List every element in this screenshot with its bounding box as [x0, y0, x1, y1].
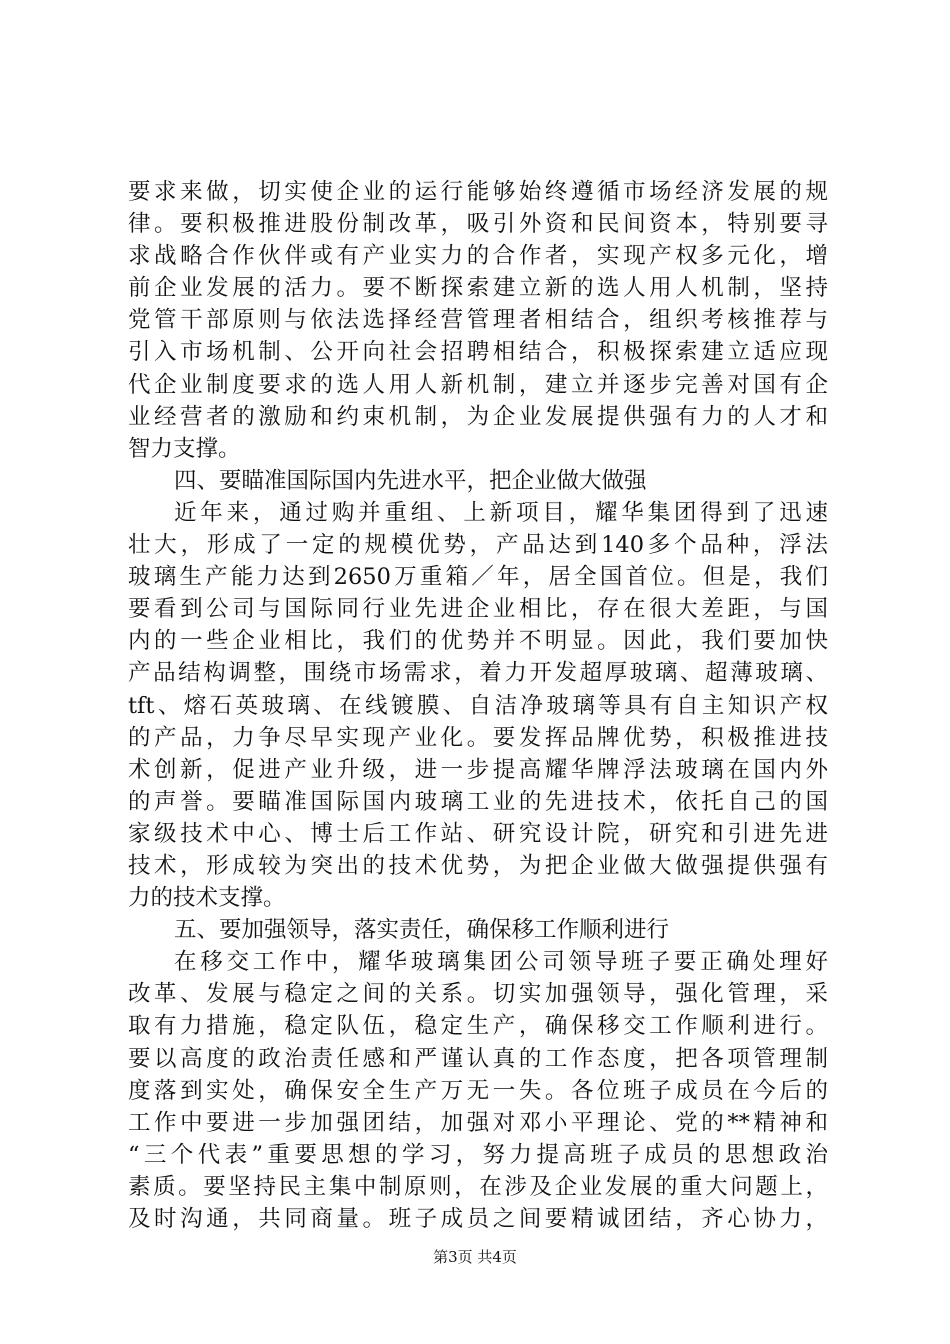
text-line: 要看到公司与国际同行业先进企业相比，存在很大差距，与国	[128, 596, 828, 623]
text-line: 求战略合作伙伴或有产业实力的合作者，实现产权多元化，增	[128, 243, 828, 270]
text-line: 产品结构调整，围绕市场需求，着力开发超厚玻璃、超薄玻璃、	[128, 660, 828, 687]
text-line: 家级技术中心、博士后工作站、研究设计院，研究和引进先进	[128, 820, 828, 847]
text-line: 及时沟通，共同商量。班子成员之间要精诚团结，齐心协力，	[128, 1206, 828, 1232]
text-line: 壮大，形成了一定的规模优势，产品达到140多个品种，浮法	[128, 532, 828, 559]
page-number-footer: 第3页 共4页	[433, 1248, 517, 1266]
text-line: 力的技术支撑。	[128, 885, 286, 912]
section-heading: 五、要加强领导，落实责任，确保移工作顺利进行	[174, 917, 670, 944]
text-line: 律。要积极推进股份制改革，吸引外资和民间资本，特别要寻	[128, 211, 828, 238]
text-line: 的声誉。要瞄准国际国内玻璃工业的先进技术，依托自己的国	[128, 788, 828, 815]
text-line: 代企业制度要求的选人用人新机制，建立并逐步完善对国有企	[128, 371, 828, 398]
text-line: 党管干部原则与依法选择经营管理者相结合，组织考核推荐与	[128, 307, 828, 334]
text-line: 近年来，通过购并重组、上新项目，耀华集团得到了迅速	[174, 499, 828, 526]
text-line: 玻璃生产能力达到2650万重箱／年，居全国首位。但是，我们	[128, 564, 828, 591]
text-line: 业经营者的激励和约束机制，为企业发展提供强有力的人才和	[128, 403, 828, 430]
text-line: 技术，形成较为突出的技术优势，为把企业做大做强提供强有	[128, 852, 828, 879]
text-line: 要求来做，切实使企业的运行能够始终遵循市场经济发展的规	[128, 179, 828, 205]
text-line: 术创新，促进产业升级，进一步提高耀华牌浮法玻璃在国内外	[128, 756, 828, 783]
text-line: 引入市场机制、公开向社会招聘相结合，积极探索建立适应现	[128, 339, 828, 366]
text-line: 要以高度的政治责任感和严谨认真的工作态度，把各项管理制	[128, 1045, 828, 1072]
document-body	[128, 176, 828, 1235]
section-heading: 四、要瞄准国际国内先进水平，把企业做大做强	[174, 467, 647, 494]
text-line: 智力支撑。	[128, 435, 241, 462]
text-line: 取有力措施，稳定队伍，稳定生产，确保移交工作顺利进行。	[128, 1013, 828, 1040]
text-line: 改革、发展与稳定之间的关系。切实加强领导，强化管理，采	[128, 981, 828, 1008]
text-line: 在移交工作中，耀华玻璃集团公司领导班子要正确处理好	[174, 949, 828, 976]
text-line: 前企业发展的活力。要不断探索建立新的选人用人机制，坚持	[128, 275, 828, 302]
text-line: 工作中要进一步加强团结，加强对邓小平理论、党的**精神和	[128, 1109, 828, 1136]
text-line: 内的一些企业相比，我们的优势并不明显。因此，我们要加快	[128, 628, 828, 655]
text-line: 素质。要坚持民主集中制原则，在涉及企业发展的重大问题上，	[128, 1173, 828, 1200]
text-line: “三个代表”重要思想的学习，努力提高班子成员的思想政治	[128, 1141, 828, 1168]
text-line: 的产品，力争尽早实现产业化。要发挥品牌优势，积极推进技	[128, 724, 828, 751]
text-line: tft、熔石英玻璃、在线镀膜、自洁净玻璃等具有自主知识产权	[128, 692, 828, 719]
text-line: 度落到实处，确保安全生产万无一失。各位班子成员在今后的	[128, 1077, 828, 1104]
